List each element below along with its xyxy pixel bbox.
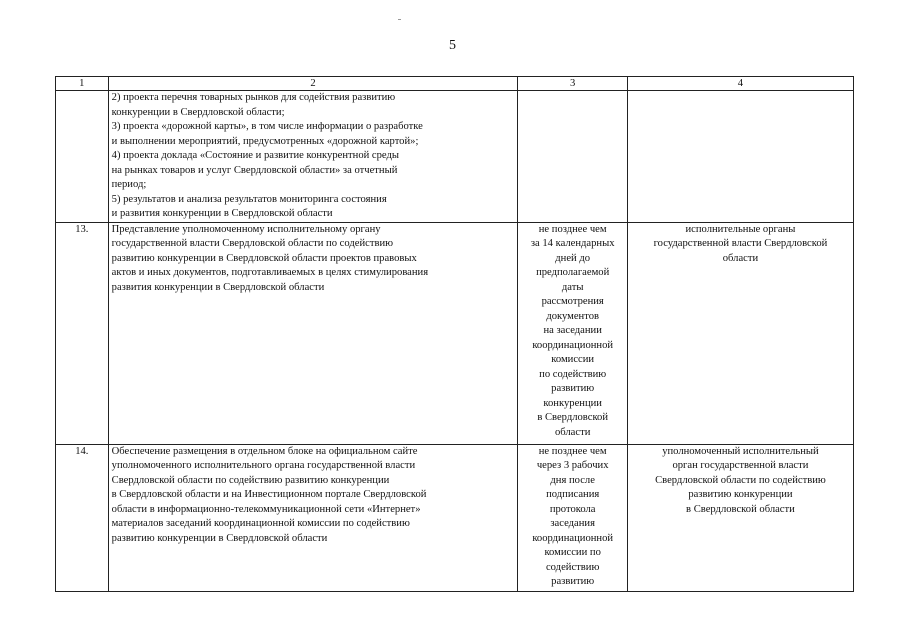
text-line: Свердловской области по содействию: [655, 474, 826, 486]
text-line: актов и иных документов, подготавливаемых в целях стимулирования: [111, 267, 429, 278]
text-line: уполномоченный исполнительный: [662, 445, 819, 457]
row-number-cell: [56, 91, 109, 223]
text-line: конкуренции в Свердловской области;: [111, 106, 285, 118]
text-line: даты: [561, 281, 584, 293]
column-header-2: 2: [108, 77, 518, 91]
text-line: развитию конкуренции в Свердловской области: [111, 532, 328, 544]
text-line: дней до: [555, 252, 591, 264]
text-line: орган государственной власти: [672, 460, 809, 471]
text-line: документов: [546, 310, 600, 322]
deadline-cell: [518, 222, 627, 444]
text-line: 4) проекта доклада «Состояние и развитие конкурентной среды: [111, 150, 400, 161]
text-line: уполномоченного исполнительного органа государственной власти: [111, 460, 416, 471]
table-row: [56, 444, 854, 591]
text-line: Обеспечение размещения в отдельном блоке на официальном сайте: [111, 445, 418, 457]
text-line: через 3 рабочих: [536, 460, 609, 471]
row-number-cell: 14.: [56, 444, 109, 591]
text-line: на рынках товаров и услуг Свердловской области» за отчетный: [111, 164, 398, 176]
text-line: в Свердловской области и на Инвестиционном портале Свердловской: [111, 489, 427, 500]
column-header-4: 4: [627, 77, 853, 91]
text-line: 5) результатов и анализа результатов мониторинга состояния: [111, 193, 387, 205]
text-line: содействию: [545, 561, 600, 573]
text-line: дня после: [550, 474, 595, 486]
text-line: развитию: [551, 576, 595, 587]
text-line: Свердловской области по содействию развитию конкуренции: [111, 474, 390, 486]
text-line: в Свердловской области: [686, 503, 795, 515]
table-row: [56, 222, 854, 444]
text-line: предполагаемой: [536, 267, 610, 278]
text-line: развития конкуренции в Свердловской области: [111, 281, 325, 293]
deadline-cell: [518, 444, 627, 591]
table-row: [56, 91, 854, 223]
text-line: развитию: [551, 383, 595, 394]
page-number: 5: [449, 38, 456, 53]
column-header-3: 3: [518, 77, 627, 91]
text-line: заседания: [550, 518, 595, 529]
text-line: рассмотрения: [541, 296, 604, 307]
executor-cell: [627, 91, 853, 223]
text-line: государственной власти Свердловской: [653, 238, 828, 249]
text-line: протокола: [549, 503, 596, 515]
text-line: в Свердловской: [537, 412, 609, 423]
text-line: на заседании: [543, 325, 602, 336]
measure-description-cell: [108, 444, 518, 591]
text-line: 2) проекта перечня товарных рынков для содействия развитию: [111, 92, 396, 103]
measure-description-cell: [108, 222, 518, 444]
text-line: развитию конкуренции в Свердловской области проектов правовых: [111, 252, 417, 264]
column-number-row: [56, 77, 854, 91]
measure-description-cell: [108, 91, 518, 223]
text-line: 3) проекта «дорожной карты», в том числе информации о разработке: [111, 121, 423, 132]
text-line: и выполнении мероприятий, предусмотренных «дорожной картой»;: [111, 135, 419, 147]
text-line: области: [554, 426, 591, 438]
scan-artifact: [398, 19, 401, 20]
text-line: и развития конкуренции в Свердловской области: [111, 208, 333, 219]
text-line: Представление уполномоченному исполнительному органу: [111, 223, 381, 235]
column-header-1: 1: [56, 77, 109, 91]
text-line: не позднее чем: [538, 223, 607, 235]
executor-cell: [627, 444, 853, 591]
deadline-cell: [518, 91, 627, 223]
text-line: не позднее чем: [538, 445, 607, 457]
text-line: конкуренции: [543, 397, 602, 409]
text-line: области: [722, 252, 759, 264]
text-line: координационной: [532, 339, 614, 351]
text-line: подписания: [546, 489, 600, 500]
text-line: по содействию: [539, 368, 607, 380]
measures-table: [55, 76, 854, 592]
text-line: исполнительные органы: [685, 223, 796, 235]
text-line: материалов заседаний координационной комиссии по содействию: [111, 518, 410, 529]
row-number-cell: 13.: [56, 222, 109, 444]
text-line: координационной: [532, 532, 614, 544]
text-line: за 14 календарных: [530, 238, 615, 249]
executor-cell: [627, 222, 853, 444]
text-line: период;: [111, 179, 147, 190]
text-line: комиссии: [551, 354, 595, 365]
text-line: области в информационно-телекоммуникационной сети «Интернет»: [111, 503, 421, 515]
text-line: комиссии по: [544, 547, 601, 558]
text-line: развитию конкуренции: [688, 489, 793, 500]
text-line: государственной власти Свердловской области по содействию: [111, 238, 394, 249]
